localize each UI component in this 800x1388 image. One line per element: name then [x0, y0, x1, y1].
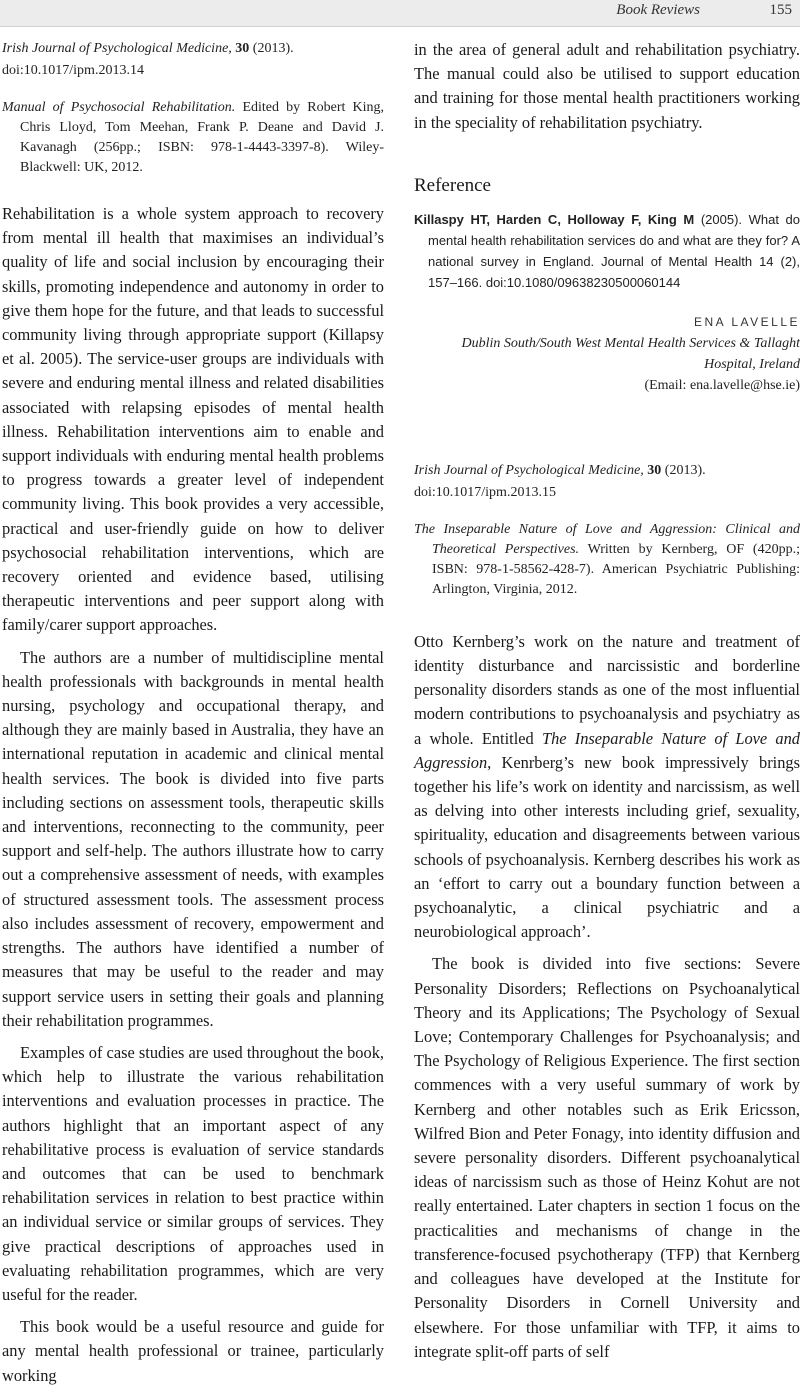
review2-book-details: Written by Kernberg, OF (420pp.; ISBN: 978-1-58562-428-7). American Psychiatric Publishing: Arlington, Virginia, 2012. [432, 541, 800, 597]
review2-doi: doi:10.1017/ipm.2013.15 [414, 484, 556, 500]
journal-year: (2013). [252, 41, 294, 56]
journal-year: (2013). [664, 462, 706, 478]
review1-paragraph-3: Examples of case studies are used throughout the book, which help to illustrate the various rehabilitation interventions and evaluation processes in practice. The authors highlight that an important aspect of any rehabilitative process is evaluation of service standards and outcomes that can be used to benchmark rehabilitation services in relation to best practice within an individual service or similar groups of services. They give practical descriptions of approaches used in evaluating rehabilitation programmes, which are very useful for the reader. [2, 1042, 384, 1304]
journal-name: Irish Journal of Psychological Medicine, [2, 41, 232, 56]
reference-text: (2005). What do mental health rehabilitation services do and what are they for? A national survey in England. Journal of Mental Health 14 (2), 157–166. doi:10.1080/09638230500060144 [428, 211, 800, 290]
left-column [2, 38, 384, 1388]
review2-paragraph-2: The book is divided into five sections: Severe Personality Disorders; Reflections on Psychoanalytical Theory and its Applications; The Psychology of Sexual Love; Contemporary Challenges for Psychoanalysis; and The Psychology of Religious Experience. The first section commences with a very useful summary of work by Kernberg and other notables such as Erik Ericsson, Wilfred Bion and Peter Fonagy, into identity diffusion and severe personality disorders. Different psychoanalytical ideas of narcissism such as those of Heinz Kohut are not really entertained. Later chapters in section 1 focus on the practicalities and mechanisms of change in the transference-focused psychotherapy (TFP) that Kernberg and colleagues have developed at the Institute for Personality Disorders in Cornell University and elsewhere. For those unfamiliar with TFP, it aims to integrate split-off parts of self [414, 954, 800, 1361]
reference-entry [414, 209, 800, 293]
review2-p1-book-title: The Inseparable Nature of Love and Aggression [414, 728, 800, 772]
review1-paragraph-1: Rehabilitation is a whole system approach to recovery from mental ill health that maximises an individual’s quality of life and social inclusion by encouraging their skills, promoting independence and autonomy in order to give them hope for the future, and that leads to successful community living through appropriate support (Killapsy et al. 2005). The service-user groups are individuals with severe and enduring mental illness and related disabilities associated with relapsing episodes of mental health illness. Rehabilitation interventions aim to enable and support individuals with enduring mental health problems to progress towards a greater level of independent community living. This book provides a very accessible, practical and user-friendly guide on how to deliver psychosocial rehabilitation interventions, which are recovery oriented and evidence based, utilising therapeutic interventions and peer support along with family/carer support approaches. [2, 204, 384, 635]
review1-book-details: Edited by Robert King, Chris Lloyd, Tom Meehan, Frank P. Deane and David J. Kavanagh (256pp.; ISBN: 978-1-4443-3397-8). Wiley-Blackwell: UK, 2012. [20, 100, 384, 175]
journal-name: Irish Journal of Psychological Medicine, [414, 462, 644, 478]
page-number: 155 [769, 2, 792, 18]
reference-authors: Killaspy HT, Harden C, Holloway F, King M [414, 211, 695, 227]
review1-paragraph-4: This book would be a useful resource and guide for any mental health professional or trainee, particularly working [2, 1317, 384, 1385]
review2-p1-end: , Kenrberg’s new book impressively brings together his life’s work on identity and narcissism, as well as delving into other interests including grief, sexuality, spirituality, education and disagreements between various schools of psychoanalysis. Kernberg describes his work as an ‘effort to carry out a boundary function between a psychoanalytic, a clinical psychiatric and a neurobiological approach’. [414, 752, 800, 942]
reviewer-email: (Email: ena.lavelle@hse.ie) [644, 377, 800, 393]
review2-journal-line [414, 460, 800, 482]
review1-journal-line [2, 38, 384, 60]
review2-body [414, 630, 800, 1364]
journal-volume: 30 [235, 41, 250, 56]
review1-paragraph-2: The authors are a number of multidiscipline mental health professionals with backgrounds in mental health nursing, psychology and occupational therapy, and although they are mainly based in Australia, they have an international reputation in academic and clinical mental health services. The book is divided into five parts including sections on assessment tools, therapeutic skills and interventions, reconnecting to the community, peer support and self-help. The authors illustrate how to carry out a comprehensive assessment of needs, with examples of structured assessment tools. The assessment process also includes assessment of recovery, empowerment and strengths. The authors have identified a number of measures that may be useful to the reader and may support service users in setting their goals and planning their rehabilitation programmes. [2, 647, 384, 1030]
review2-citation [414, 520, 800, 600]
reviewer-affiliation: Dublin South/South West Mental Health Services & Tallaght Hospital, Ireland [461, 335, 800, 372]
review1-paragraph-4-continued: in the area of general adult and rehabilitation psychiatry. The manual could also be utilised to support education and training for those mental health practitioners working in the speciality of rehabilitation psychiatry. [414, 40, 800, 132]
review2-header [414, 460, 800, 600]
reviewer-name: ENA LAVELLE [694, 314, 800, 329]
review2-paragraph-1 [414, 630, 800, 945]
running-title: Book Reviews [616, 2, 700, 18]
journal-volume: 30 [647, 462, 662, 478]
running-header [0, 0, 800, 27]
review2-book-title: The Inseparable Nature of Love and Aggression: Clinical and Theoretical Perspectives. [414, 521, 800, 557]
reference-heading: Reference [414, 174, 491, 196]
review1-citation [2, 98, 384, 178]
review1-doi: doi:10.1017/ipm.2013.14 [2, 63, 144, 78]
right-column [414, 38, 800, 1364]
review1-book-title: Manual of Psychosocial Rehabilitation. [2, 100, 236, 115]
review2-p1-start: Otto Kernberg’s work on the nature and treatment of identity disturbance and narcissistic and borderline personality disorders stands as one of the most influential modern contributions to psychoanalysis and psychiatry as a whole. Entitled [414, 631, 800, 748]
